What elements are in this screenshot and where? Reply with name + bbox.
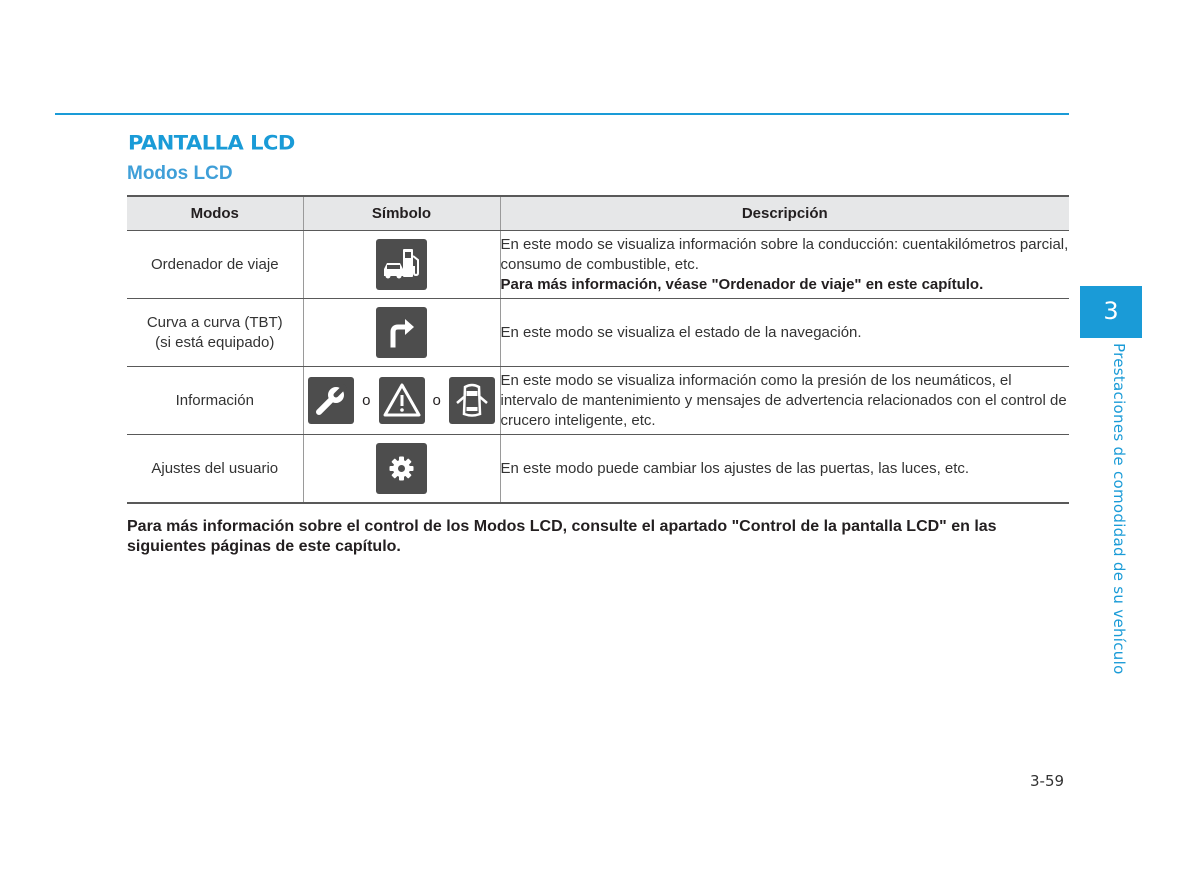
mode-label: Curva a curva (TBT) — [146, 313, 283, 331]
footnote: Para más información sobre el control de los Modos LCD, consulte el apartado "Control de la pantalla LCD" en las siguientes páginas de este capítulo. — [127, 518, 997, 555]
symbol-cell — [303, 231, 500, 299]
description-cell — [500, 435, 1069, 504]
gear-icon — [376, 443, 427, 494]
description-note: Para más información, véase "Ordenador de viaje" en este capítulo. — [500, 275, 984, 293]
description-text: En este modo se visualiza el estado de la navegación. — [500, 323, 862, 341]
mode-cell — [127, 231, 303, 299]
mode-label: Ajustes del usuario — [151, 459, 279, 477]
header-symbol: Símbolo — [303, 196, 500, 231]
turn-arrow-icon — [376, 307, 427, 358]
mode-label-note: (si está equipado) — [155, 333, 275, 351]
lcd-modes-table — [127, 195, 1069, 504]
table-row — [127, 299, 1069, 367]
mode-label: Información — [175, 391, 254, 409]
subsection-title: Modos LCD — [127, 163, 233, 184]
warning-triangle-icon — [379, 377, 425, 424]
section-title: PANTALLA LCD — [128, 131, 295, 155]
header-description: Descripción — [500, 196, 1069, 231]
description-text: En este modo puede cambiar los ajustes de las puertas, las luces, etc. — [500, 459, 970, 477]
top-rule — [55, 113, 1069, 115]
mode-label: Ordenador de viaje — [150, 255, 279, 273]
symbol-separator: o — [432, 392, 441, 409]
header-modes: Modos — [127, 196, 303, 231]
car-doors-icon — [449, 377, 495, 424]
mode-cell — [127, 435, 303, 504]
symbol-separator: o — [362, 392, 371, 409]
table-row — [127, 231, 1069, 299]
symbol-cell — [303, 299, 500, 367]
symbol-cell — [303, 367, 500, 435]
page-number: 3-59 — [1030, 772, 1065, 790]
table-row — [127, 435, 1069, 504]
description-text: En este modo se visualiza información sobre la conducción: cuentakilómetros parcial, consumo de combustible, etc. — [500, 235, 1069, 273]
description-cell — [500, 299, 1069, 367]
description-cell — [500, 367, 1069, 435]
chapter-title: Prestaciones de comodidad de su vehículo — [1110, 343, 1128, 675]
table-header-row — [127, 196, 1069, 231]
table-row — [127, 367, 1069, 435]
trip-computer-icon — [376, 239, 427, 290]
mode-cell — [127, 367, 303, 435]
mode-cell — [127, 299, 303, 367]
description-cell — [500, 231, 1069, 299]
symbol-cell — [303, 435, 500, 504]
chapter-tab: 3 — [1080, 286, 1142, 338]
description-text: En este modo se visualiza información como la presión de los neumáticos, el intervalo de mantenimiento y mensajes de advertencia relacionados con el control de crucero inteligente, etc. — [500, 371, 1067, 429]
wrench-icon — [308, 377, 354, 424]
